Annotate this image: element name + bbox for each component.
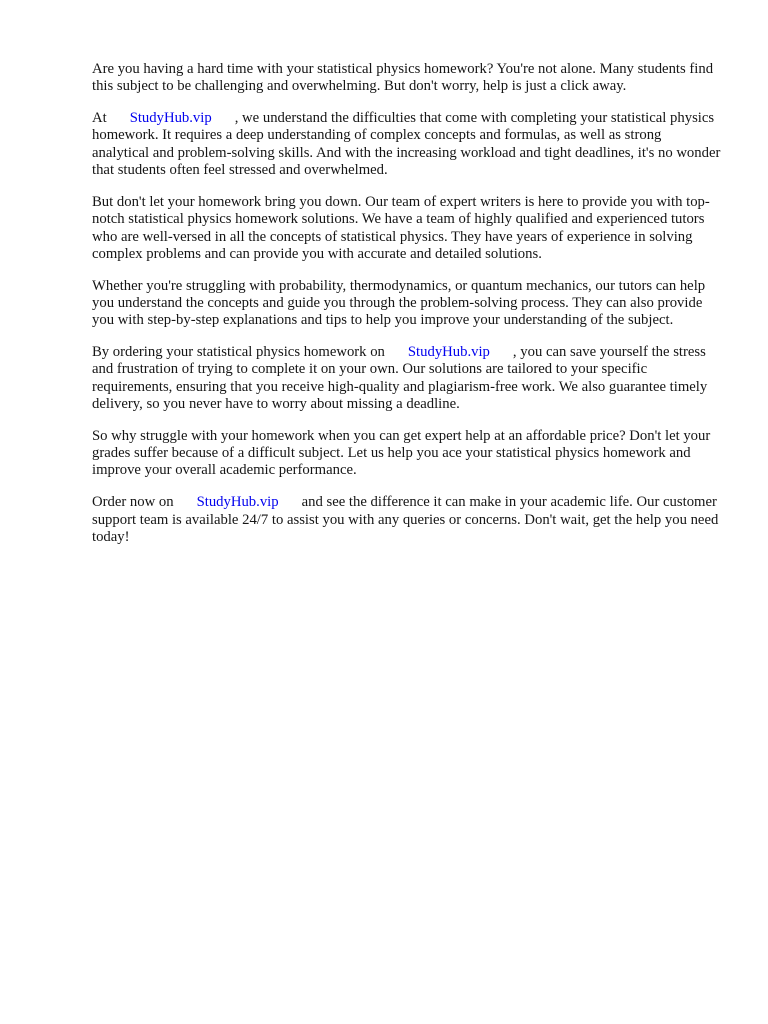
paragraph	[92, 278, 722, 330]
text-run: By ordering your statistical physics homework on	[92, 344, 385, 361]
text-run: But don't let your homework bring you down. Our team of expert writers is here to provide you with top-notch statistical physics homework solutions. We have a team of highly qualified and experienced tutors who are well-versed in all the concepts of statistical physics. They have years of experience in solving complex problems and can provide you with accurate and detailed solutions.	[92, 193, 710, 262]
text-run: Are you having a hard time with your statistical physics homework? You're not alone. Many students find this subject to be challenging and overwhelming. But don't worry, help is just a click away.	[92, 61, 714, 95]
text-run: At	[92, 110, 107, 127]
studyhub-link[interactable]: StudyHub.vip	[196, 494, 279, 511]
paragraph	[92, 61, 722, 96]
paragraph	[92, 494, 722, 546]
studyhub-link[interactable]: StudyHub.vip	[129, 110, 212, 127]
text-run: and see the difference it can make in your academic life. Our customer support team is available 24/7 to assist you with any queries or concerns. Don't wait, get the help you need today!	[92, 494, 719, 545]
text-run: So why struggle with your homework when you can get expert help at an affordable price? Don't let your grades suffer because of a difficult subject. Let us help you ace your statistical physics homework and improve your overall academic performance.	[92, 427, 711, 479]
paragraph	[92, 344, 722, 413]
text-run: Order now on	[92, 494, 174, 511]
paragraph	[92, 110, 722, 179]
document-body	[92, 61, 722, 546]
paragraph	[92, 428, 722, 480]
text-run: , you can save yourself the stress and frustration of trying to complete it on your own. Our solutions are tailored to your specific requirements, ensuring that you receive high-quality and plagiarism-free work. We also guarantee timely delivery, so you never have to worry about missing a deadline.	[92, 344, 708, 413]
paragraph	[92, 194, 722, 263]
studyhub-link[interactable]: StudyHub.vip	[407, 344, 490, 361]
text-run: Whether you're struggling with probability, thermodynamics, or quantum mechanics, our tutors can help you understand the concepts and guide you through the problem-solving process. They can also provide you with step-by-step explanations and tips to help you improve your understanding of the subject.	[92, 277, 706, 329]
text-run: , we understand the difficulties that come with completing your statistical physics homework. It requires a deep understanding of complex concepts and formulas, as well as strong analytical and problem-solving skills. And with the increasing workload and tight deadlines, it's no wonder that students often feel stressed and overwhelmed.	[92, 110, 721, 179]
